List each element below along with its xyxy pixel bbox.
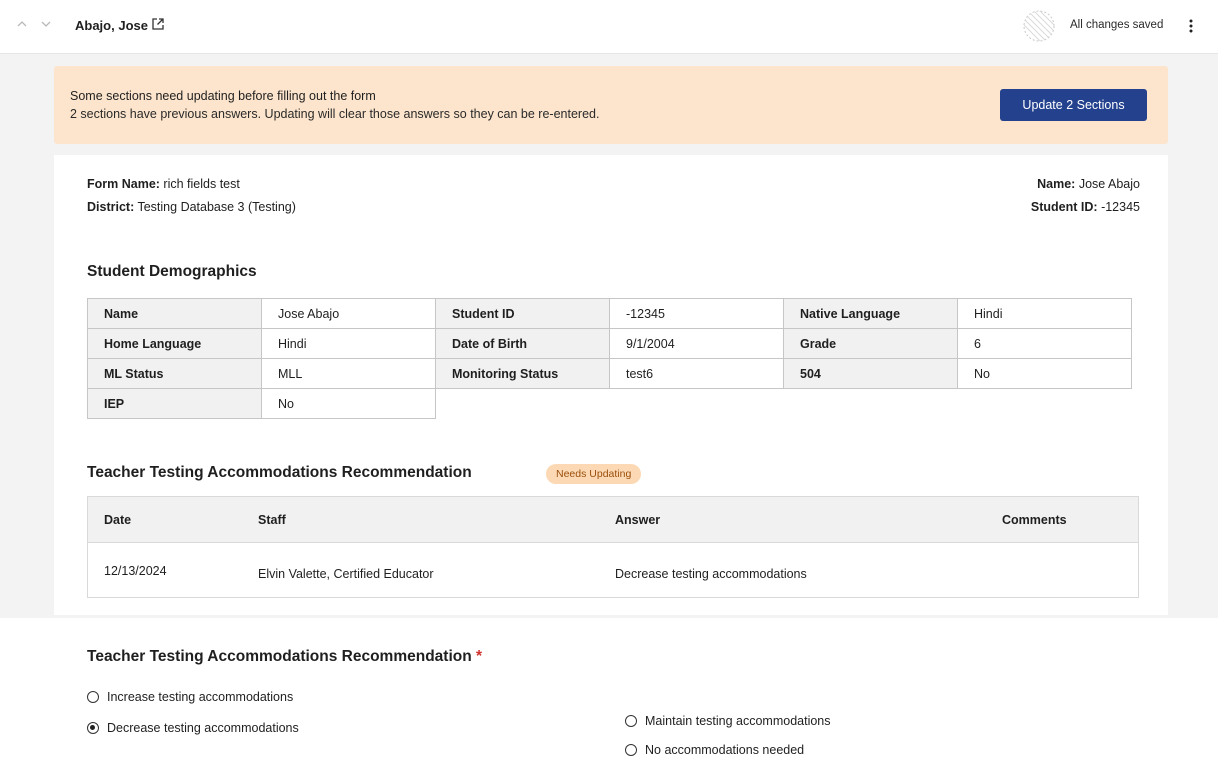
form-name-label: Form Name: xyxy=(87,177,160,191)
chevron-down-icon[interactable] xyxy=(38,16,54,32)
demo-label-monitoring-status: Monitoring Status xyxy=(436,359,610,389)
student-name-title: Abajo, Jose xyxy=(75,18,148,33)
table-header-row xyxy=(88,497,1138,543)
radio-maintain-accommodations[interactable] xyxy=(625,714,831,728)
student-id-label: Student ID: xyxy=(1030,200,1098,214)
demo-label-iep: IEP xyxy=(88,389,262,419)
radio-label: No accommodations needed xyxy=(645,743,805,757)
demographics-heading: Student Demographics xyxy=(87,263,257,280)
demo-label-native-language: Native Language xyxy=(784,299,958,329)
district-line xyxy=(87,200,296,214)
radio-label: Maintain testing accommodations xyxy=(645,714,831,728)
demo-label-ml-status: ML Status xyxy=(88,359,262,389)
save-status-text: All changes saved xyxy=(1070,19,1164,31)
table-empty-cell xyxy=(436,389,1132,419)
name-label: Name: xyxy=(1037,177,1076,191)
radio-button[interactable] xyxy=(87,691,99,703)
external-link-icon[interactable] xyxy=(151,17,165,31)
radio-no-accommodations[interactable] xyxy=(625,743,804,757)
column-header-date: Date xyxy=(104,513,132,527)
demo-value-student-id: -12345 xyxy=(610,299,784,329)
radio-label: Increase testing accommodations xyxy=(107,690,294,704)
update-sections-button[interactable]: Update 2 Sections xyxy=(1000,89,1147,121)
district-value: Testing Database 3 (Testing) xyxy=(137,200,296,214)
radio-decrease-accommodations[interactable] xyxy=(87,721,299,735)
form-panel xyxy=(54,155,1168,615)
table-row xyxy=(88,329,1132,359)
radio-increase-accommodations[interactable] xyxy=(87,690,293,704)
demo-label-date-of-birth: Date of Birth xyxy=(436,329,610,359)
question-heading-text: Teacher Testing Accommodations Recommendation xyxy=(87,648,472,665)
save-status-icon xyxy=(1022,9,1056,43)
table-row xyxy=(88,359,1132,389)
student-id-value: -12345 xyxy=(1101,200,1140,214)
student-id-line xyxy=(1031,200,1140,214)
top-bar xyxy=(0,0,1218,54)
demo-label-student-id: Student ID xyxy=(436,299,610,329)
district-label: District: xyxy=(87,200,135,214)
update-warning-banner xyxy=(54,66,1168,144)
required-marker: * xyxy=(476,648,483,665)
demo-label-home-language: Home Language xyxy=(88,329,262,359)
demo-value-monitoring-status: test6 xyxy=(610,359,784,389)
demo-value-ml-status: MLL xyxy=(262,359,436,389)
previous-responses-table xyxy=(87,496,1139,598)
demo-label-grade: Grade xyxy=(784,329,958,359)
chevron-up-icon[interactable] xyxy=(14,16,30,32)
response-answer: Decrease testing accommodations xyxy=(615,567,807,581)
column-header-answer: Answer xyxy=(615,513,661,527)
student-name-line xyxy=(1037,177,1140,191)
table-row xyxy=(88,299,1132,329)
more-options-icon[interactable] xyxy=(1187,18,1195,34)
radio-button-selected[interactable] xyxy=(87,722,99,734)
demo-value-grade: 6 xyxy=(958,329,1132,359)
demo-value-504: No xyxy=(958,359,1132,389)
demo-value-native-language: Hindi xyxy=(958,299,1132,329)
demo-value-home-language: Hindi xyxy=(262,329,436,359)
response-staff: Elvin Valette, Certified Educator xyxy=(258,567,434,581)
radio-button[interactable] xyxy=(625,744,637,756)
form-name-value: rich fields test xyxy=(163,177,240,191)
name-value: Jose Abajo xyxy=(1078,177,1140,191)
banner-title: Some sections need updating before filling out the form xyxy=(70,89,376,103)
form-name-line xyxy=(87,177,240,191)
needs-updating-badge: Needs Updating xyxy=(546,464,641,484)
column-header-comments: Comments xyxy=(1002,513,1067,527)
table-row xyxy=(88,389,1132,419)
demo-value-iep: No xyxy=(262,389,436,419)
demo-value-date-of-birth: 9/1/2004 xyxy=(610,329,784,359)
radio-label: Decrease testing accommodations xyxy=(107,721,299,735)
column-header-staff: Staff xyxy=(258,513,286,527)
radio-button[interactable] xyxy=(625,715,637,727)
question-section xyxy=(0,618,1218,773)
demo-label-name: Name xyxy=(88,299,262,329)
demo-label-504: 504 xyxy=(784,359,958,389)
demographics-table xyxy=(87,298,1132,419)
demo-value-name: Jose Abajo xyxy=(262,299,436,329)
banner-description: 2 sections have previous answers. Updating will clear those answers so they can be re-entered. xyxy=(70,107,600,121)
response-date: 12/13/2024 xyxy=(104,564,167,578)
previous-section-heading: Teacher Testing Accommodations Recommendation xyxy=(87,464,472,481)
question-heading xyxy=(87,648,482,666)
